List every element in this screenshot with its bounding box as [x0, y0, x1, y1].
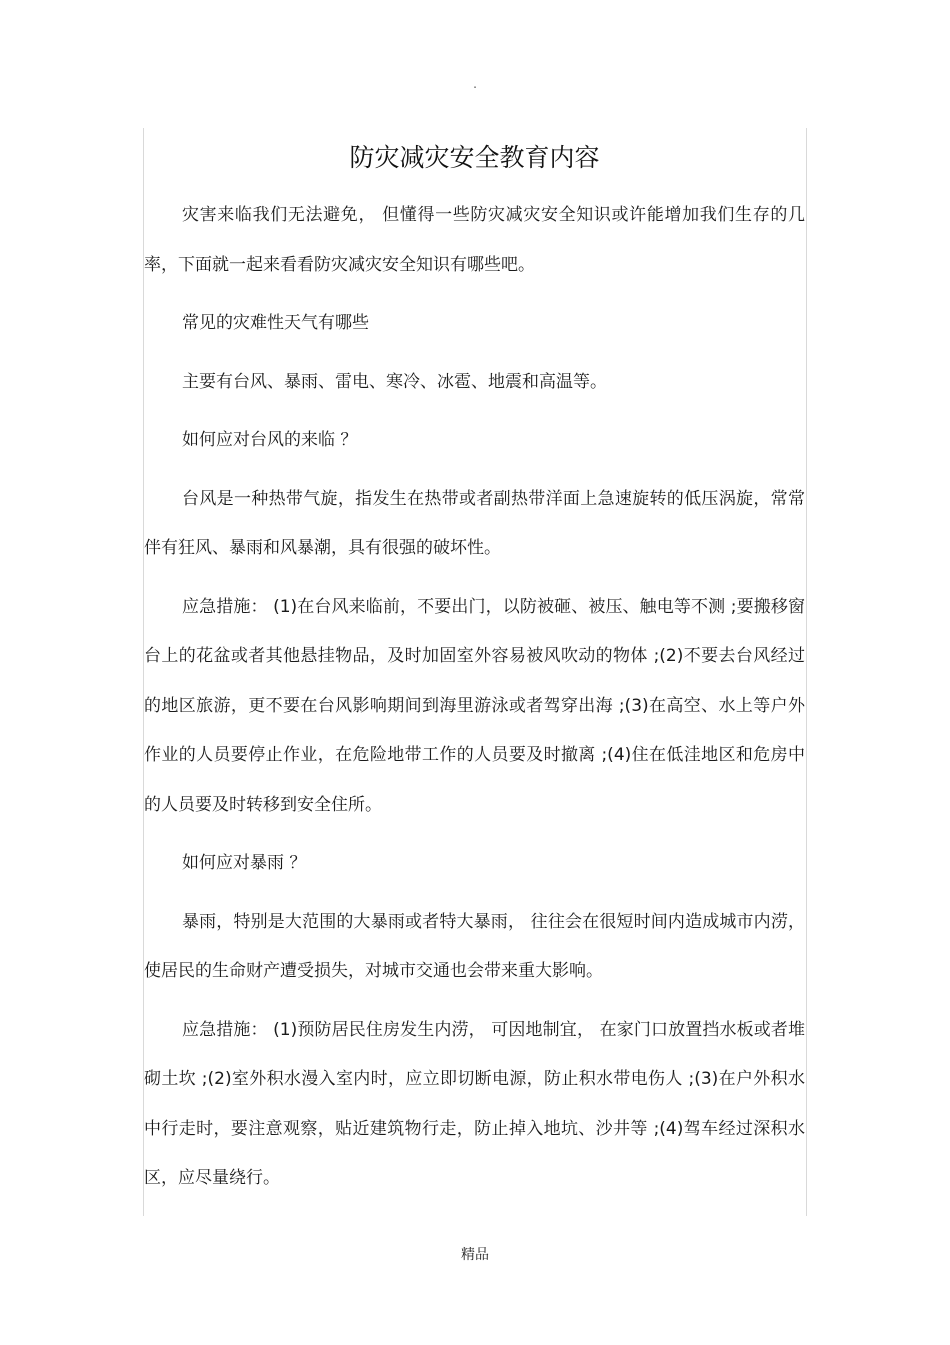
document-title: 防灾减灾安全教育内容 — [349, 143, 600, 172]
rainstorm-measures-paragraph: 应急措施： (1)预防居民住房发生内涝， 可因地制宜， 在家门口放置挡水板或者堆砌土坎 ;(2)室外积水漫入室内时，应立即切断电源，防止积水带电伤人 ;(3)在户外积水中行走时，要注意观察，贴近建筑物行走，防止掉入地坑、沙井等 ;(4)驾车经过深积水区，应尽量绕行。 — [144, 1019, 805, 1188]
section-heading-rainstorm: 如何应对暴雨 ？ — [182, 853, 307, 873]
typhoon-measures-paragraph: 应急措施： (1)在台风来临前，不要出门，以防被砸、被压、触电等不测 ;要搬移窗台上的花盆或者其他悬挂物品，及时加固室外容易被风吹动的物体 ;(2)不要去台风经过的地区旅游，更不要在台风影响期间到海里游泳或者驾穿出海 ;(3)在高空、水上等户外作业的人员要停止作业，在危险地带工作的人员要及时撤离 ;(4)住在低洼地区和危房中的人员要及时转移到安全住所。 — [144, 596, 805, 815]
intro-paragraph: 灾害来临我们无法避免， 但懂得一些防灾减灾安全知识或许能增加我们生存的几率，下面就一起来看看防灾减灾安全知识有哪些吧。 — [144, 205, 805, 275]
footer-label: 精品 — [461, 1247, 489, 1263]
section-heading-typhoon: 如何应对台风的来临 ？ — [182, 430, 358, 450]
section-heading-weather: 常见的灾难性天气有哪些 — [182, 313, 369, 333]
weather-list-paragraph: 主要有台风、暴雨、雷电、寒冷、冰雹、地震和高温等。 — [182, 371, 607, 392]
typhoon-description-paragraph: 台风是一种热带气旋，指发生在热带或者副热带洋面上急速旋转的低压涡旋，常常伴有狂风、暴雨和风暴潮，具有很强的破坏性。 — [144, 488, 805, 558]
header-mark: . — [473, 77, 477, 91]
right-margin-rule — [806, 128, 807, 1216]
rainstorm-description-paragraph: 暴雨，特别是大范围的大暴雨或者特大暴雨， 往往会在很短时间内造成城市内涝，使居民的生命财产遭受损失，对城市交通也会带来重大影响。 — [144, 911, 805, 981]
document-body — [144, 140, 805, 1204]
